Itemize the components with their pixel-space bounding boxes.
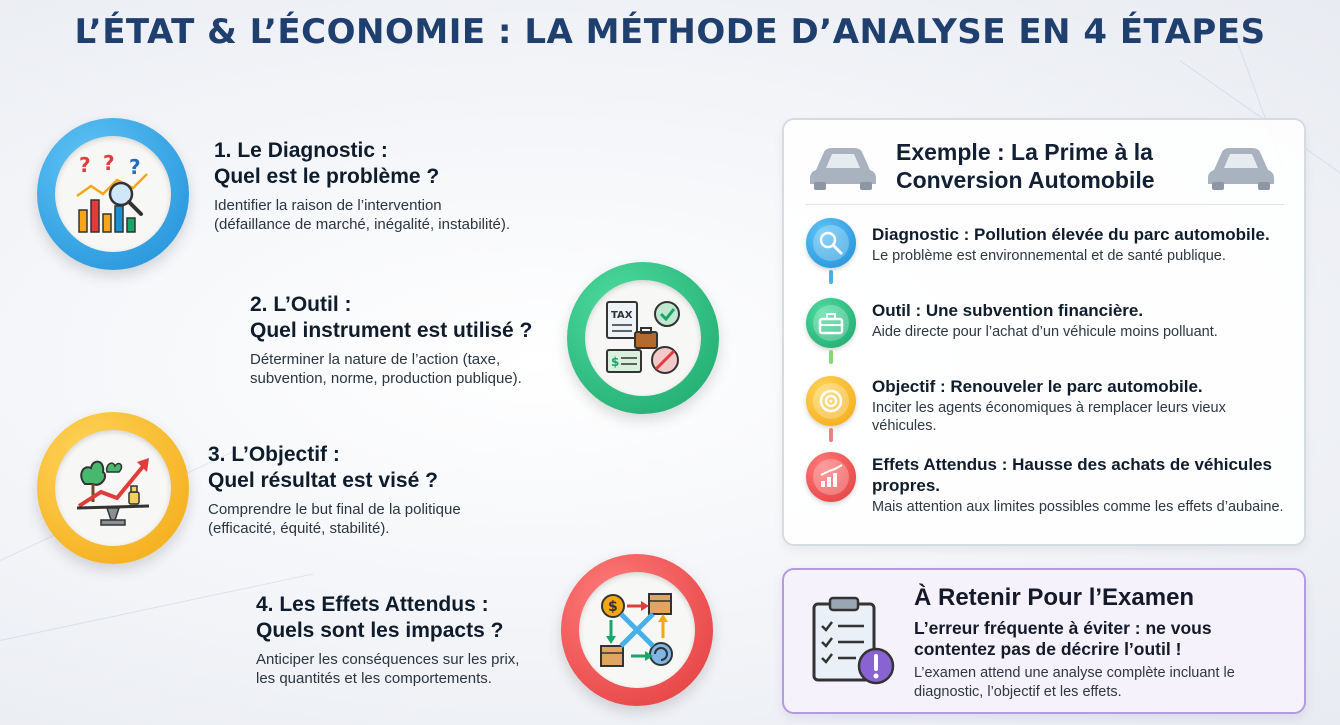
example-item-desc: Aide directe pour l’achat d’un véhicule moins polluant. [872, 324, 1218, 340]
example-item-desc: Le problème est environnemental et de santé publique. [872, 248, 1226, 264]
step-4-description [256, 650, 576, 688]
example-outil-badge [806, 298, 856, 348]
step-1-description [214, 196, 594, 234]
growth-balance-icon [71, 446, 155, 530]
svg-text:$: $ [611, 355, 620, 369]
step-2-desc-line: subvention, norme, production publique). [250, 370, 522, 387]
step-4-badge [561, 554, 713, 706]
step-3-title: 3. L’Objectif : [208, 443, 340, 466]
example-item-head: Diagnostic : Pollution élevée du parc automobile. [872, 225, 1270, 244]
exchange-arrows-icon [595, 588, 679, 672]
step-3-desc-line: Comprendre le but final de la politique [208, 501, 461, 518]
step-1-desc-line: (défaillance de marché, inégalité, instabilité). [214, 216, 510, 233]
example-item-objectif [872, 376, 1292, 435]
svg-text:?: ? [129, 155, 141, 179]
step-4-title: 4. Les Effets Attendus : [256, 593, 489, 616]
step-2-question: Quel instrument est utilisé ? [250, 319, 533, 342]
example-diagnostic-badge [806, 218, 856, 268]
step-1-desc-line: Identifier la raison de l’intervention [214, 197, 442, 214]
step-2-text [250, 292, 570, 388]
step-1-question: Quel est le problème ? [214, 165, 440, 188]
step-4-desc-line: les quantités et les comportements. [256, 670, 492, 687]
step-3-description [208, 500, 588, 538]
step-2-title: 2. L’Outil : [250, 293, 352, 316]
step-3-desc-line: (efficacité, équité, stabilité). [208, 520, 390, 537]
step-3-text [208, 442, 588, 538]
car-icon [808, 142, 878, 192]
example-item-effets [872, 454, 1292, 516]
step-4-question: Quels sont les impacts ? [256, 619, 504, 642]
connector-line [829, 428, 833, 442]
step-3-badge [37, 412, 189, 564]
example-title-line: Exemple : La Prime à la [896, 139, 1153, 165]
example-card [782, 118, 1306, 546]
connector-line [829, 350, 833, 364]
svg-text:$: $ [608, 599, 618, 615]
example-item-head: Outil : Une subvention financière. [872, 301, 1144, 320]
car-icon [1206, 142, 1276, 192]
question-chart-icon [71, 152, 155, 236]
growth-chart-icon [817, 463, 845, 491]
exam-reminder-card [782, 568, 1306, 714]
clipboard-warning-icon [808, 594, 900, 690]
example-title-line: Conversion Automobile [896, 167, 1155, 193]
page-title: L’ÉTAT & L’ÉCONOMIE : LA MÉTHODE D’ANALYSE EN 4 ÉTAPES [74, 12, 1266, 52]
example-item-diagnostic [872, 224, 1292, 265]
step-3-question: Quel résultat est visé ? [208, 469, 438, 492]
example-item-desc: Mais attention aux limites possibles comme les effets d’aubaine. [872, 499, 1284, 515]
example-item-outil [872, 300, 1292, 341]
exam-reminder-warning: L’erreur fréquente à éviter : ne vous contentez pas de décrire l’outil ! [914, 618, 1212, 659]
example-title [896, 138, 1196, 194]
exam-reminder-description: L’examen attend une analyse complète incluant le diagnostic, l’objectif et les effets. [914, 665, 1235, 700]
tax-tools-icon [601, 296, 685, 380]
example-item-head: Effets Attendus : Hausse des achats de véhicules propres. [872, 455, 1272, 495]
connector-line [829, 270, 833, 284]
step-2-description [250, 350, 570, 388]
svg-text:TAX: TAX [611, 310, 633, 321]
step-1-title: 1. Le Diagnostic : [214, 139, 388, 162]
example-effets-badge [806, 452, 856, 502]
example-item-head: Objectif : Renouveler le parc automobile. [872, 377, 1203, 396]
step-4-text [256, 592, 576, 688]
step-4-desc-line: Anticiper les conséquences sur les prix, [256, 651, 520, 668]
svg-text:?: ? [103, 152, 115, 175]
step-1-text [214, 138, 594, 234]
toolbox-icon [817, 309, 845, 337]
card-divider [806, 204, 1284, 205]
example-item-desc: Inciter les agents économiques à remplacer leurs vieux véhicules. [872, 400, 1226, 434]
example-objectif-badge [806, 376, 856, 426]
step-2-desc-line: Déterminer la nature de l’action (taxe, [250, 351, 501, 368]
svg-text:?: ? [79, 153, 91, 177]
magnifier-icon [817, 229, 845, 257]
exam-reminder-title: À Retenir Pour l’Examen [914, 584, 1195, 611]
step-1-badge [37, 118, 189, 270]
target-icon [817, 387, 845, 415]
step-2-badge [567, 262, 719, 414]
